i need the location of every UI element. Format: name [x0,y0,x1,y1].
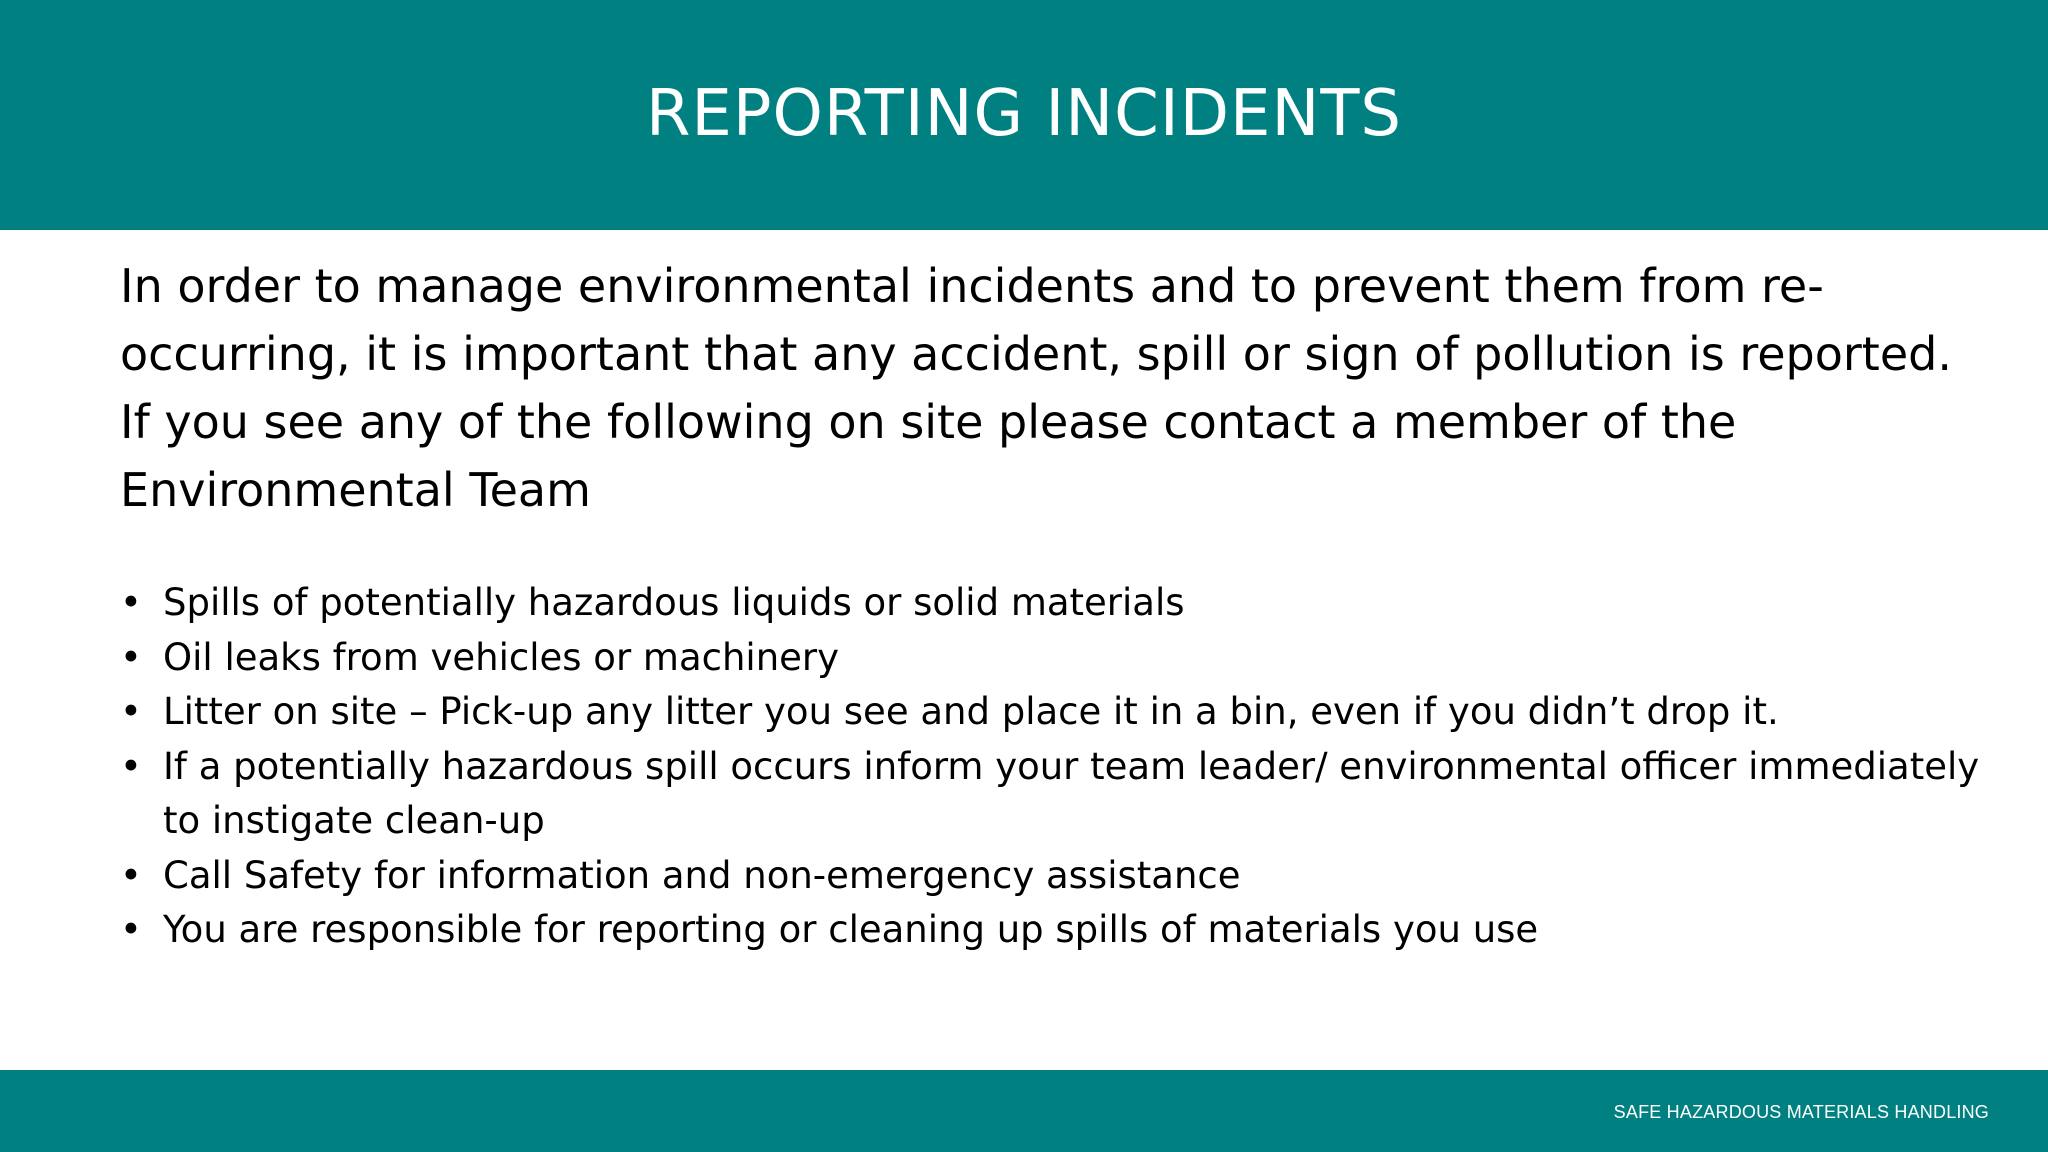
bullet-marker: • [120,690,142,733]
bullet-marker: • [120,581,142,624]
list-item [120,685,1980,740]
bullet-marker: • [120,853,142,897]
bullet-marker: • [120,908,142,951]
list-item-text: Litter on site – Pick-up any litter you see and place it in a bin, even if you didn’t drop it. [163,690,1779,733]
footer-label: SAFE HAZARDOUS MATERIALS HANDLING [1613,1102,1989,1122]
bullet-list [120,576,1980,958]
list-item-text: Spills of potentially hazardous liquids or solid materials [163,581,1185,624]
footer-band [0,1070,2048,1152]
bullet-marker: • [120,744,142,788]
list-item-text: Call Safety for information and non-emergency assistance [163,853,1241,897]
page-title: REPORTING INCIDENTS [645,77,1403,151]
intro-paragraph: In order to manage environmental incidents and to prevent them from re-occurring, it is important that any accident, spill or sign of pollution is reported. If you see any of the following on site please contact a member of the Environmental Team [120,259,1952,517]
list-item [120,740,1980,849]
list-item [120,576,1980,631]
list-item [120,631,1980,686]
bullet-marker: • [120,635,142,679]
list-item-text: You are responsible for reporting or cleaning up spills of materials you use [163,908,1539,951]
header-band [0,0,2048,230]
list-item-text: If a potentially hazardous spill occurs inform your team leader/ environmental officer immediately to instigate clean-up [163,744,1980,842]
list-item [120,903,1980,958]
list-item-text: Oil leaks from vehicles or machinery [163,635,840,679]
list-item [120,849,1980,904]
